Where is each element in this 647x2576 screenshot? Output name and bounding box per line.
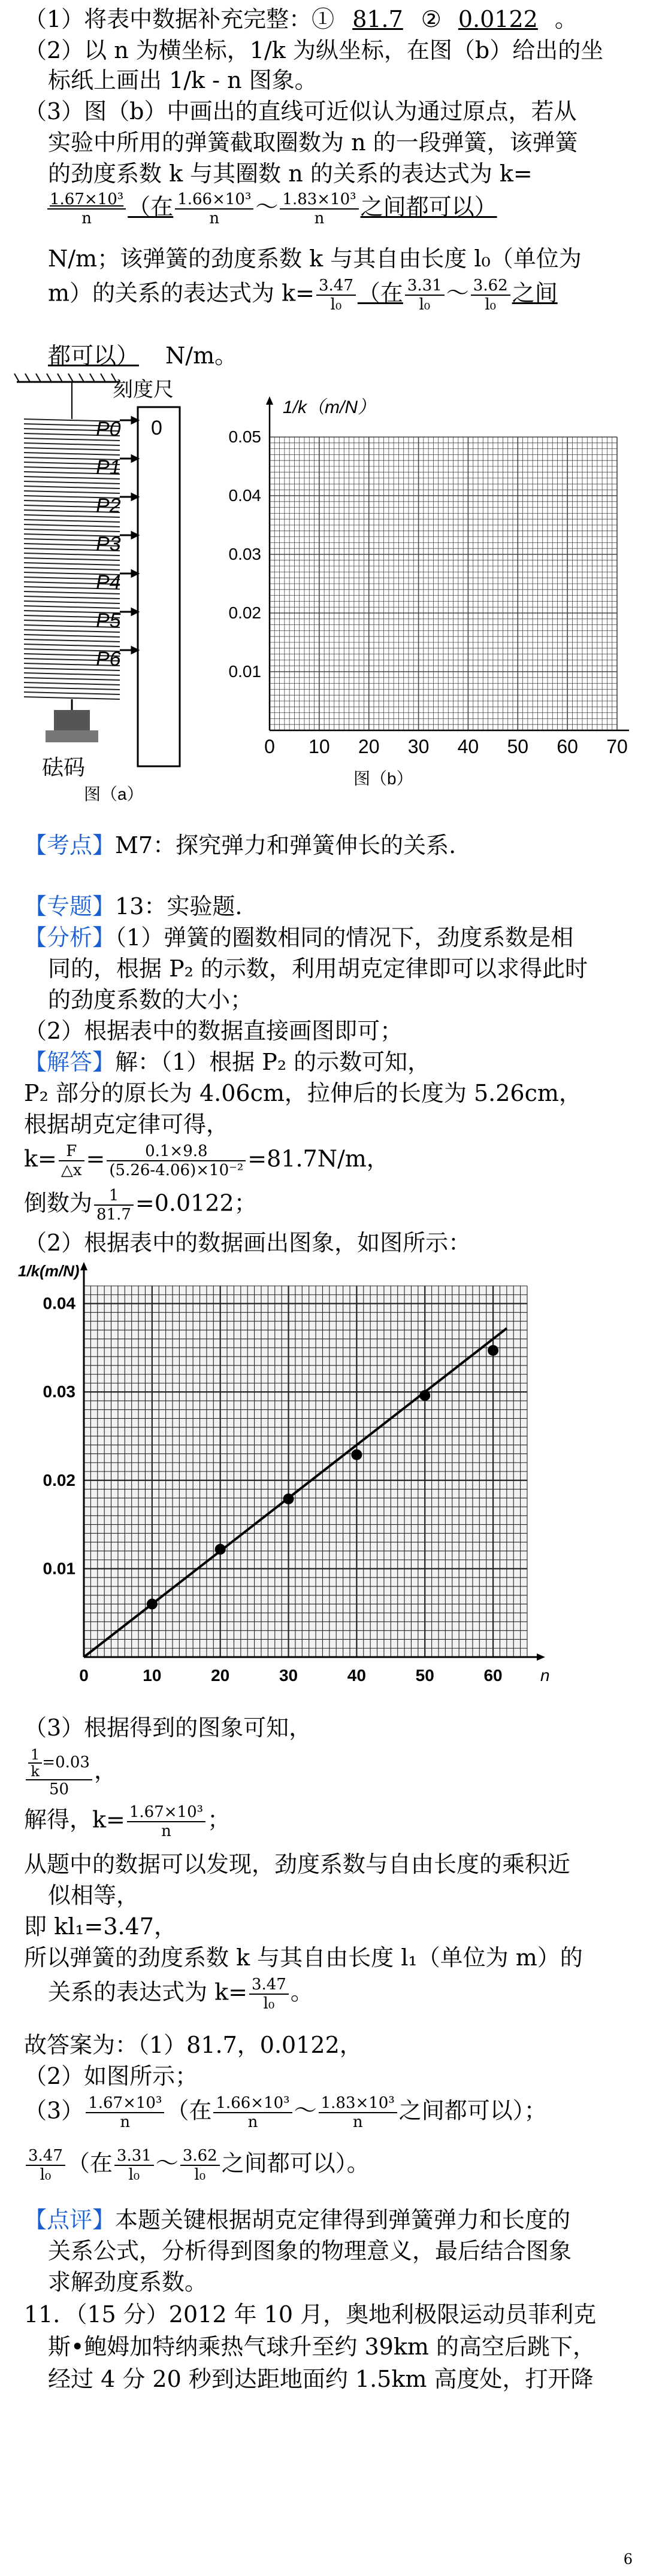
jieda-line-14: 关系的表达式为 k= $\frac{3.47}{\text{l₀}}$ 。 bbox=[48, 1976, 313, 2013]
pointer-p1: P1 bbox=[96, 456, 121, 479]
x-tick-label: 30 bbox=[279, 1666, 298, 1685]
jieda-solution-k: 解得，k= $\frac{\text{1.67×10³}}{n}$ ； bbox=[24, 1803, 231, 1840]
pointer-p0: P0 bbox=[96, 418, 121, 441]
q3-line-5: N/m；该弹簧的劲度系数 k 与其自由长度 l₀（单位为 bbox=[48, 245, 582, 272]
pointer-p2: P2 bbox=[96, 494, 121, 517]
q3-fraction-2-lo: $\frac{3.31}{\text{l₀}}$ bbox=[405, 277, 445, 314]
weight-label: 砝码 bbox=[42, 755, 86, 779]
jieda-k-formula: k= $\frac{F}{\triangle x}$ = $\frac{0.1\times 9.8}{\text{(5.26-4.06)×10⁻²}}$ =81.7N/m， bbox=[24, 1142, 389, 1179]
dianping-tag: 【点评】 bbox=[24, 2207, 116, 2233]
y-axis-label: 1/k（m/N） bbox=[283, 398, 376, 417]
jieda-line-10: 从题中的数据可以发现，劲度系数与自由长度的乘积近 bbox=[24, 1851, 571, 1877]
q1-prefix: （1）将表中数据补充完整：① bbox=[24, 6, 335, 32]
ruler bbox=[138, 407, 180, 766]
solution-chart bbox=[18, 1262, 569, 1711]
pointer-p5: P5 bbox=[96, 609, 121, 632]
x-axis-label: n bbox=[540, 1666, 550, 1685]
fenxi-line-4: （2）根据表中的数据直接画图即可； bbox=[24, 1018, 403, 1044]
y-tick-label: 0.03 bbox=[43, 1382, 75, 1401]
x-tick-label: 70 bbox=[606, 736, 628, 757]
data-point bbox=[419, 1390, 430, 1401]
page-number: 6 bbox=[623, 2551, 633, 2568]
jieda-line-7: （3）根据得到的图象可知， bbox=[24, 1715, 312, 1741]
y-tick-label: 0.03 bbox=[228, 545, 261, 563]
y-tick-label: 0.02 bbox=[43, 1470, 75, 1489]
answer-line-4: $\frac{3.47}{\text{l₀}}$ （在 $\frac{3.31}{\text{l₀}}$ ～ $\frac{3.62}{\text{l₀}}$ 之间都可以）。 bbox=[24, 2147, 623, 2184]
weight-block bbox=[54, 710, 90, 732]
x-tick-label: 10 bbox=[143, 1666, 162, 1685]
data-point bbox=[215, 1544, 226, 1555]
q11-line-2: 斯•鲍姆加特纳乘热气球升至约 39km 的高空后跳下， bbox=[48, 2334, 595, 2360]
scale-label: 刻度尺 bbox=[113, 378, 174, 401]
fenxi-line-3: 的劲度系数的大小； bbox=[48, 987, 253, 1013]
jieda-line-1: 【解答】解：（1）根据 P₂ 的示数可知， bbox=[24, 1049, 431, 1075]
x-tick-label: 20 bbox=[211, 1666, 230, 1685]
q3-range-line: $\frac{\text{1.67×10³}}{n}$ （在 $\frac{\text{1.66×10³}}{n}$ ～ $\frac{\text{1.83×10³}}{n}$ 之间都可以） bbox=[46, 190, 623, 227]
x-tick-label: 0 bbox=[264, 736, 275, 757]
jieda-line-2: P₂ 部分的原长为 4.06cm，拉伸后的长度为 5.26cm， bbox=[24, 1080, 582, 1106]
q11-line-1: 11．（15 分）2012 年 10 月，奥地利极限运动员菲利克 bbox=[24, 2301, 597, 2328]
x-tick-label: 20 bbox=[358, 736, 380, 757]
jieda-line-11: 似相等， bbox=[48, 1882, 140, 1909]
x-tick-label: 50 bbox=[507, 736, 529, 757]
figure-a-spring bbox=[12, 371, 192, 802]
q1-blank-1: 81.7 bbox=[352, 6, 403, 32]
zhuanti-tag: 【专题】 bbox=[24, 893, 116, 920]
jieda-line-13: 所以弹簧的劲度系数 k 与其自由长度 l₁（单位为 m）的 bbox=[24, 1944, 583, 1971]
dianping-line-2: 关系公式，分析得到图象的物理意义，最后结合图象 bbox=[48, 2238, 572, 2264]
data-point bbox=[488, 1345, 498, 1356]
pointer-p3: P3 bbox=[96, 533, 121, 556]
y-tick-label: 0.02 bbox=[228, 603, 261, 622]
y-tick-label: 0.04 bbox=[228, 486, 261, 505]
y-axis-arrow bbox=[266, 396, 273, 405]
question-1 bbox=[24, 5, 623, 34]
jieda-ratio: $\frac{1}{k}$ =0.03 50 ， bbox=[24, 1747, 623, 1798]
x-tick-label: 10 bbox=[309, 736, 330, 757]
q3-fraction-hi: $\frac{\text{1.83×10³}}{n}$ bbox=[280, 190, 358, 227]
x-axis-arrow bbox=[537, 1653, 545, 1661]
q3-line-3: 的劲度系数 k 与其圈数 n 的关系的表达式为 k= bbox=[48, 160, 533, 187]
y-axis-arrow bbox=[80, 1262, 87, 1270]
answer-line-3: （3） $\frac{\text{1.67×10³}}{n}$ （在 $\frac{\text{1.66×10³}}{n}$ ～ $\frac{\text{1.83×10³}}{n}$ 之间都可以）； bbox=[24, 2094, 547, 2131]
q3-line-6: m）的关系的表达式为 k= $\frac{3.47}{\text{l₀}}$ （在 $\frac{3.31}{\text{l₀}}$ ～ $\frac{3.62}{\text{l₀}}$ 之间 bbox=[48, 277, 558, 314]
dianping-line-3: 求解劲度系数。 bbox=[48, 2269, 208, 2295]
fenxi-tag: 【分析】 bbox=[24, 924, 116, 951]
data-point bbox=[147, 1598, 158, 1609]
jieda-line-12: 即 kl₁=3.47， bbox=[24, 1913, 177, 1940]
fenxi-line-2: 同的，根据 P₂ 的示数，利用胡克定律即可以求得此时 bbox=[48, 955, 588, 982]
q1-end: 。 bbox=[554, 6, 578, 32]
kaodian-tag: 【考点】 bbox=[24, 832, 116, 858]
x-tick-label: 30 bbox=[407, 736, 430, 757]
x-tick-label: 60 bbox=[557, 736, 578, 757]
pointer-p6: P6 bbox=[96, 648, 121, 670]
q3-fraction-2: $\frac{3.47}{\text{l₀}}$ bbox=[316, 277, 356, 314]
fenxi-line-1: 【分析】（1）弹簧的圈数相同的情况下，劲度系数是相 bbox=[24, 924, 574, 951]
y-tick-label: 0.01 bbox=[228, 662, 261, 681]
x-tick-label: 50 bbox=[415, 1666, 434, 1685]
q1-blank-2: 0.0122 bbox=[458, 6, 538, 32]
jieda-line-6: （2）根据表中的数据画出图象，如图所示： bbox=[24, 1230, 471, 1256]
figure-b-chart bbox=[198, 395, 641, 802]
pointer-p4: P4 bbox=[96, 571, 121, 594]
x-tick-label: 40 bbox=[457, 736, 479, 757]
q2-line-2: 标纸上画出 1/k - n 图象。 bbox=[48, 67, 318, 93]
y-axis-label: 1/k(m/N) bbox=[18, 1262, 80, 1280]
data-point bbox=[351, 1449, 362, 1460]
q2-line-1: （2）以 n 为横坐标，1/k 为纵坐标，在图（b）给出的坐 bbox=[24, 37, 604, 63]
zhuanti-line: 【专题】13：实验题. bbox=[24, 893, 243, 920]
q3-line-2: 实验中所用的弹簧截取圈数为 n 的一段弹簧，该弹簧 bbox=[48, 129, 578, 156]
figure-a-caption: 图（a） bbox=[84, 785, 144, 802]
x-tick-label: 40 bbox=[347, 1666, 366, 1685]
figure-b-caption: 图（b） bbox=[353, 769, 413, 788]
dianping-line-1: 【点评】本题关键根据胡克定律得到弹簧弹力和长度的 bbox=[24, 2207, 571, 2233]
y-tick-label: 0.05 bbox=[228, 427, 261, 446]
q3-line-1: （3）图（b）中画出的直线可近似认为通过原点，若从 bbox=[24, 98, 577, 125]
x-tick-label: 60 bbox=[483, 1666, 503, 1685]
jieda-line-3: 根据胡克定律可得， bbox=[24, 1111, 229, 1137]
x-tick-label: 0 bbox=[79, 1666, 89, 1685]
q11-line-3: 经过 4 分 20 秒到达距地面约 1.5km 高度处，打开降 bbox=[48, 2366, 594, 2392]
jieda-inverse: 倒数为 $\frac{1}{81.7}$ =0.0122； bbox=[24, 1187, 257, 1224]
q1-mid: ② bbox=[421, 6, 442, 32]
jieda-tag: 【解答】 bbox=[24, 1049, 116, 1075]
kaodian-line: 【考点】M7：探究弹力和弹簧伸长的关系. bbox=[24, 832, 456, 858]
answer-line-2: （2）如图所示； bbox=[24, 2063, 198, 2089]
data-point bbox=[283, 1494, 294, 1504]
answer-line-1: 故答案为：（1）81.7，0.0122， bbox=[24, 2032, 362, 2058]
ruler-zero-label: 0 bbox=[151, 417, 162, 439]
q3-fraction-lo: $\frac{\text{1.66×10³}}{n}$ bbox=[175, 190, 253, 227]
grid-lines bbox=[270, 437, 617, 730]
y-tick-label: 0.04 bbox=[43, 1294, 75, 1313]
q3-fraction-main: $\frac{\text{1.67×10³}}{n}$ bbox=[47, 190, 126, 227]
q3-fraction-2-hi: $\frac{3.62}{\text{l₀}}$ bbox=[471, 277, 510, 314]
q3-line-7: 都可以） N/m。 bbox=[48, 342, 238, 369]
y-tick-label: 0.01 bbox=[43, 1559, 75, 1578]
